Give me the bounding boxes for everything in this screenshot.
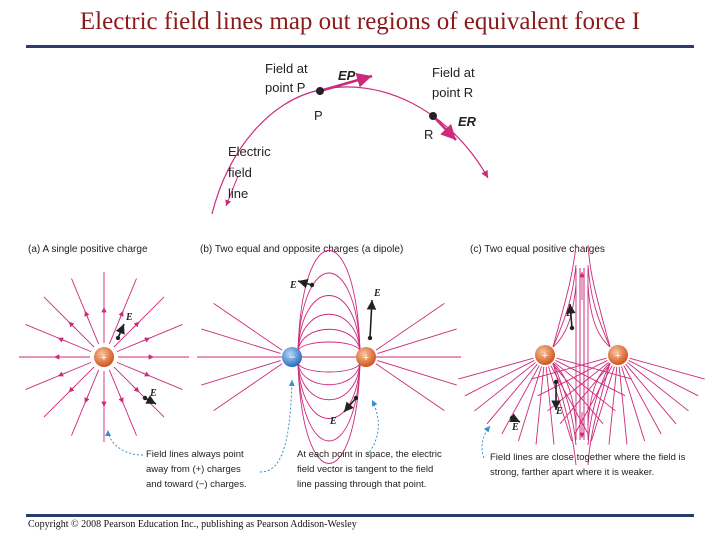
vector-er-label: ER [458,114,477,129]
field-line [298,329,360,351]
field-line [85,311,89,320]
vector-ep-label: EP [338,68,356,83]
electric-field-line-label-3: line [228,186,249,201]
field-line [518,366,541,441]
top-field-line-figure [212,61,488,214]
field-line [85,394,89,403]
field-at-p-label-1: Field at [265,61,308,76]
panel-c-caption: (c) Two equal positive charges [470,244,605,255]
field-line [119,394,123,403]
field-line [132,322,139,329]
vector-b-3 [344,398,356,412]
positive-sign-b: + [362,352,370,364]
panel-b-caption: (b) Two equal and opposite charges (a dipole) [200,244,404,255]
field-line [132,385,139,392]
field-line [630,358,705,379]
field-line [58,338,67,342]
note-a [108,380,292,490]
field-line [458,358,533,379]
point-r-dot [429,112,437,120]
field-vector-r [433,116,456,140]
field-line [141,372,150,376]
vector-c-3-label: E [512,422,519,433]
vector-b-3-label: E [330,416,337,427]
note-a-line-3: and toward (−) charges. [146,479,247,490]
vector-b-1-label: E [290,280,297,291]
vector-c-1-label: E [566,308,573,319]
field-line [622,366,645,441]
field-line [546,367,554,445]
note-b [297,400,442,490]
field-line [588,285,610,347]
note-b-line-3: line passing through that point. [297,479,427,490]
positive-sign-a: + [100,352,108,364]
panel-a-caption: (a) A single positive charge [28,244,148,255]
field-line [298,363,360,419]
field-line [609,367,617,445]
note-c-line-2: strong, farther apart where it is weaker. [490,467,655,478]
vector-b-2-label: E [374,288,381,299]
field-line [536,367,544,445]
field-line [298,363,360,400]
field-at-p-label-2: point P [265,80,306,95]
panel-a-single-charge [19,272,189,442]
slide-title: Electric field lines map out regions of equivalent force I [79,8,641,35]
field-line [298,342,360,351]
field-line [298,296,360,352]
negative-sign: − [288,350,296,364]
note-c-line-1: Field lines are close together where the field is [490,452,686,463]
note-b-line-1: At each point in space, the electric [297,449,442,460]
field-line [588,245,610,347]
field-line [298,314,360,351]
panel-c-two-positive [458,245,704,465]
note-a-line-1: Field lines always point [146,449,244,460]
field-at-r-label-1: Field at [432,65,475,80]
copyright-text: Copyright © 2008 Pearson Education Inc., publishing as Pearson Addison-Wesley [28,519,357,530]
field-line [119,311,123,320]
vector-c-2-label: E [556,406,563,417]
field-line [69,385,76,392]
note-a-line-2: away from (+) charges [146,464,241,475]
field-line [619,367,627,445]
point-p-dot [316,87,324,95]
footer-rule [26,514,694,517]
electric-field-line-label-2: field [228,165,252,180]
vector-a-1-label: E [126,312,133,323]
note-b-line-2: field vector is tangent to the field [297,464,434,475]
field-line [298,363,360,372]
field-line [69,322,76,329]
vector-a-1 [118,324,124,338]
field-line [58,372,67,376]
vector-b-2 [370,300,372,338]
panel-b-dipole [197,251,461,464]
positive-sign-c2: + [614,350,622,362]
point-p-label: P [314,108,323,123]
field-line [298,363,360,385]
positive-sign-c1: + [541,350,549,362]
field-line [141,338,150,342]
vector-a-2-label: E [150,388,157,399]
electric-field-line-label-1: Electric [228,144,271,159]
field-at-r-label-2: point R [432,85,474,100]
point-r-label: R [424,127,434,142]
